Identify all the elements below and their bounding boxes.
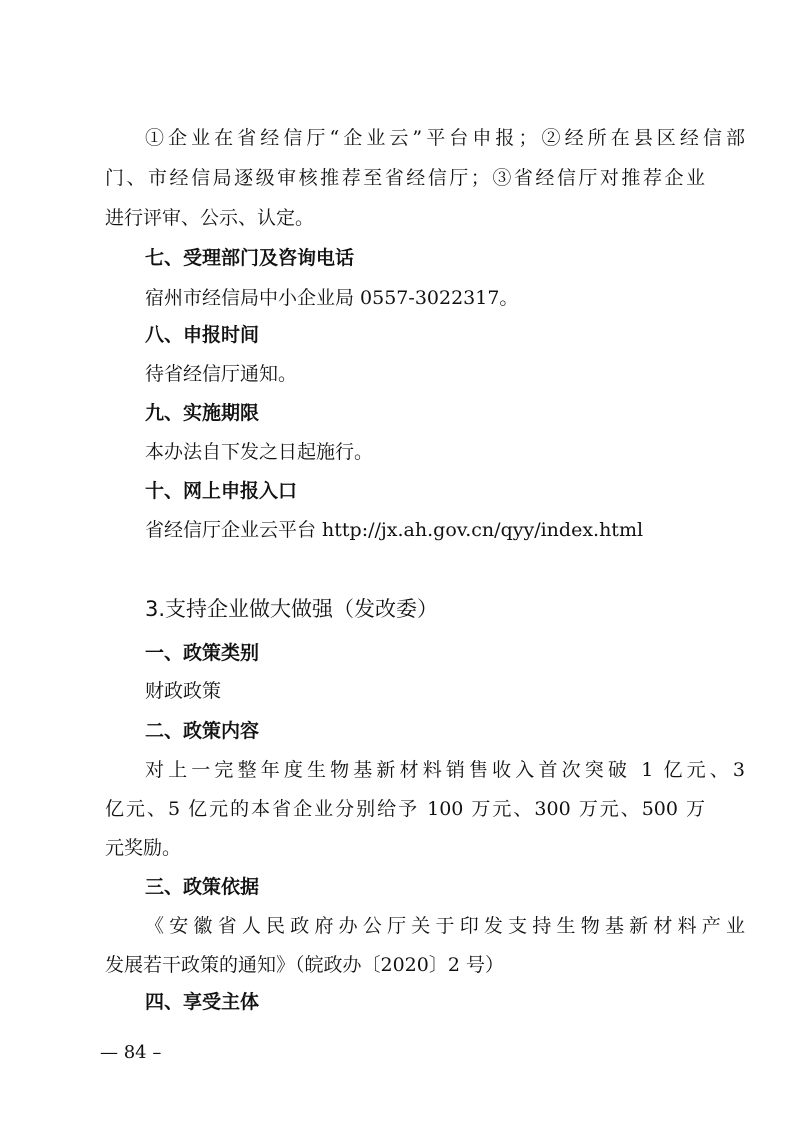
section-10-heading: 十、网上申报入口 (145, 480, 298, 502)
section-8-heading: 八、申报时间 (145, 324, 260, 346)
section-8-text: 待省经信厅通知。 (145, 363, 298, 385)
section-9-text: 本办法自下发之日起施行。 (145, 441, 374, 463)
page-number: — 84 – (100, 1042, 162, 1063)
steps-line-1: ①企业在省经信厅“企业云”平台申报；②经所在县区经信部 (145, 127, 745, 149)
policy-basis-line-2: 发展若干政策的通知》（皖政办〔2020〕2 号） (105, 954, 504, 976)
policy-category-heading: 一、政策类别 (145, 642, 260, 664)
section-10-text: 省经信厅企业云平台 http://jx.ah.gov.cn/qyy/index.html (145, 519, 644, 541)
steps-line-3: 进行评审、公示、认定。 (105, 207, 315, 229)
section-7-text: 宿州市经信局中小企业局 0557-3022317。 (145, 287, 519, 309)
policy-basis-heading: 三、政策依据 (145, 876, 260, 898)
policy-content-heading: 二、政策内容 (145, 720, 260, 742)
policy-3-title: 3.支持企业做大做强（发改委） (145, 597, 439, 621)
policy-content-line-3: 元奖励。 (105, 837, 182, 859)
policy-basis-line-1: 《安徽省人民政府办公厅关于印发支持生物基新材料产业 (145, 915, 745, 937)
steps-line-2: 门、市经信局逐级审核推荐至省经信厅；③省经信厅对推荐企业 (105, 167, 705, 189)
policy-beneficiary-heading: 四、享受主体 (145, 991, 260, 1013)
policy-content-line-2: 亿元、5 亿元的本省企业分别给予 100 万元、300 万元、500 万 (105, 798, 705, 820)
policy-content-line-1: 对上一完整年度生物基新材料销售收入首次突破 1 亿元、3 (145, 759, 745, 781)
policy-category-text: 财政政策 (145, 680, 222, 702)
section-9-heading: 九、实施期限 (145, 402, 260, 424)
section-7-heading: 七、受理部门及咨询电话 (145, 247, 355, 269)
